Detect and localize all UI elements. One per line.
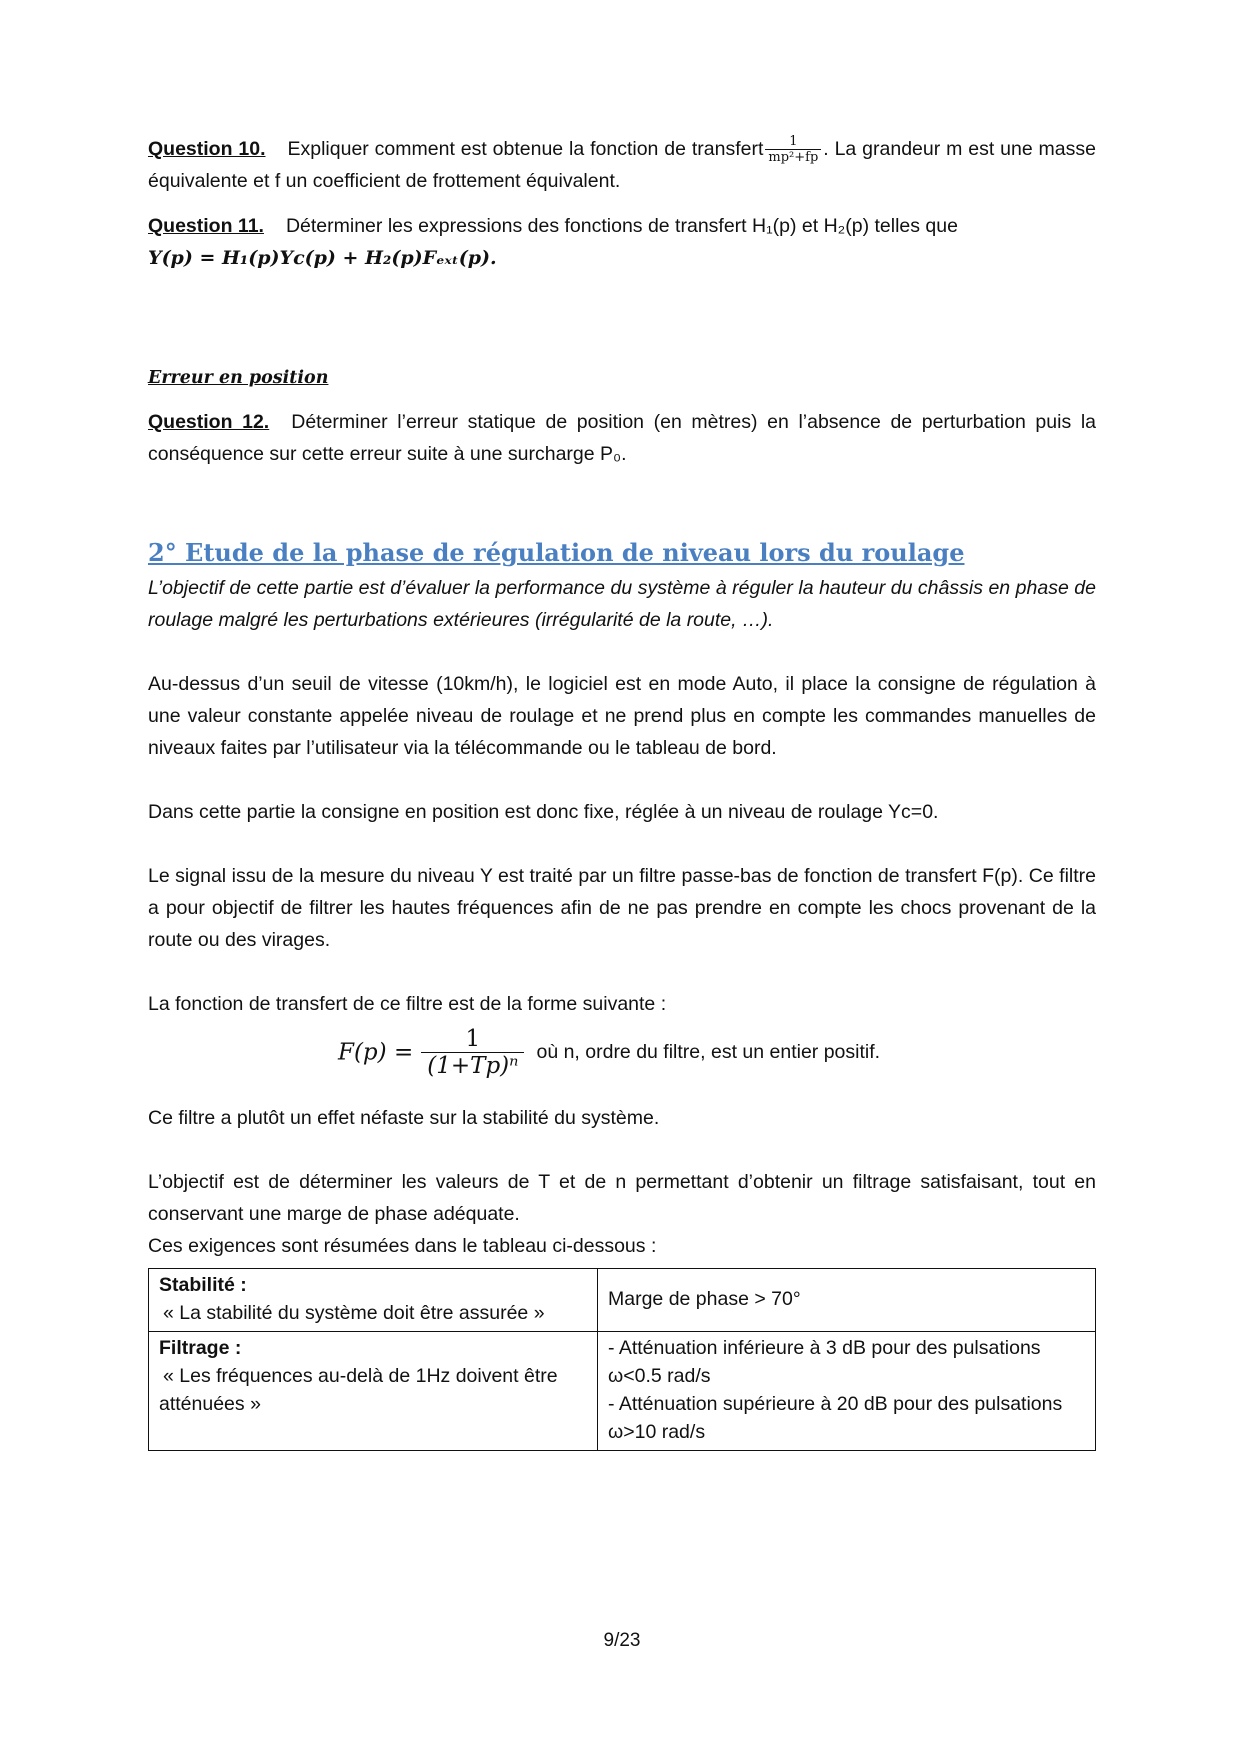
table-cell: Filtrage : « Les fréquences au-delà de 1Hz doivent être atténuées » bbox=[149, 1332, 598, 1451]
question-text: Expliquer comment est obtenue la fonction de transfert bbox=[287, 138, 764, 160]
page-number: 9/23 bbox=[603, 1630, 641, 1651]
question-label: Question 10. bbox=[148, 138, 266, 160]
formula-description: où n, ordre du filtre, est un entier positif. bbox=[536, 1041, 881, 1063]
subsection-heading: Erreur en position bbox=[148, 368, 329, 388]
formula-fraction: $\frac{1}{\text{(1+Tp)ⁿ}}$ bbox=[421, 1026, 524, 1079]
paragraph-objective: L’objectif est de déterminer les valeurs de T et de n permettant d’obtenir un filtrage satisfaisant, tout en conservant une marge de phase adéquate. bbox=[148, 1171, 1096, 1225]
paragraph-table-intro: Ces exigences sont résumées dans le tableau ci-dessous : bbox=[148, 1235, 657, 1257]
table-row bbox=[149, 1269, 1096, 1332]
question-11 bbox=[148, 210, 1096, 274]
table-row bbox=[149, 1332, 1096, 1451]
table-cell: Marge de phase > 70° bbox=[598, 1269, 1096, 1332]
paragraph-consigne: Dans cette partie la consigne en position est donc fixe, réglée à un niveau de roulage Yc=0. bbox=[148, 801, 939, 823]
paragraph-filter: Le signal issu de la mesure du niveau Y est traité par un filtre passe-bas de fonction de transfert F(p). Ce filtre a pour objectif de filtrer les hautes fréquences afin de ne pas prendre en compte les chocs provenant de la route ou des virages. bbox=[148, 865, 1096, 951]
formula-y: Y(p) = H₁(p)Yc(p) + H₂(p)Fₑₓₜ(p). bbox=[148, 247, 497, 269]
requirements-table bbox=[148, 1268, 1096, 1451]
paragraph-auto-mode: Au-dessus d’un seuil de vitesse (10km/h), le logiciel est en mode Auto, il place la consigne de régulation à une valeur constante appelée niveau de roulage et ne prend plus en compte les commandes manuelles de niveaux faites par l’utilisateur via la télécommande ou le tableau de bord. bbox=[148, 673, 1096, 759]
table-cell: Stabilité : « La stabilité du système doit être assurée » bbox=[149, 1269, 598, 1332]
formula-lhs: F(p) = bbox=[338, 1039, 414, 1066]
question-label: Question 12. bbox=[148, 411, 270, 433]
transfer-fraction: $\frac{1}{\text{mp²+fp}}$ bbox=[765, 134, 821, 165]
section-title: 2° Etude de la phase de régulation de niveau lors du roulage bbox=[148, 538, 965, 567]
question-text-continued: . La grandeur m est une masse équivalente et f un coefficient de frottement équivalent. bbox=[148, 138, 1096, 193]
question-text: Déterminer l’erreur statique de position (en mètres) en l’absence de perturbation puis la conséquence sur cette erreur suite à une surcharge P₀. bbox=[148, 411, 1096, 465]
section-intro: L’objectif de cette partie est d’évaluer la performance du système à réguler la hauteur du châssis en phase de roulage malgré les perturbations extérieures (irrégularité de la route, …). bbox=[148, 577, 1096, 631]
question-10 bbox=[148, 133, 1096, 197]
question-text: Déterminer les expressions des fonctions de transfert H₁(p) et H₂(p) telles que bbox=[285, 215, 958, 237]
question-12 bbox=[148, 406, 1096, 470]
table-cell: - Atténuation inférieure à 3 dB pour des pulsations ω<0.5 rad/s - Atténuation supérieure à 20 dB pour des pulsations ω>10 rad/s bbox=[598, 1332, 1096, 1451]
paragraph-stability-effect: Ce filtre a plutôt un effet néfaste sur la stabilité du système. bbox=[148, 1107, 660, 1129]
paragraph-form: La fonction de transfert de ce filtre est de la forme suivante : bbox=[148, 993, 667, 1015]
question-label: Question 11. bbox=[148, 215, 264, 237]
filter-formula bbox=[338, 1026, 880, 1079]
